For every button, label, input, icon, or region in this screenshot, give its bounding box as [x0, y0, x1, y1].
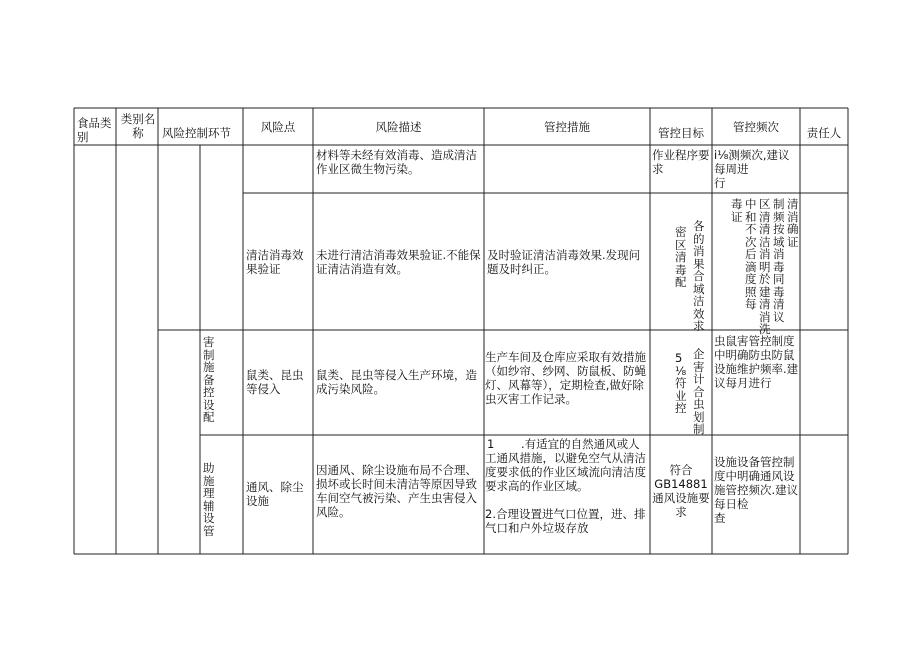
header-measures: 管控措施: [544, 120, 590, 134]
row3-measures-1-num: 1: [487, 437, 495, 451]
header-control-link: 风险控制环节: [162, 126, 231, 140]
row1-frequency-col1: 毒证: [731, 197, 743, 224]
header-target: 管控目标: [658, 126, 704, 140]
header-category-name: 类别名称: [120, 112, 156, 140]
header-food-category: 食品类别: [77, 116, 112, 144]
row2-target-col1: 5⅛符业控: [675, 351, 687, 415]
row3-frequency: 设施设备管控制度中明确通风设施管控频次.建议每日检 查: [714, 455, 799, 525]
row3-measures-1: .有适宜的自然通风或人工通风措施，以避免空气从清洁度要求低的作业区域流向清洁度要求高的作业区域。: [485, 437, 646, 493]
row3-risk-point: 通风、除尘设施: [246, 480, 304, 508]
row3-risk-desc: 因通风、除尘设施布局不合理、损坏或长时间未清洁等原因导致车间空气被污染、产生虫害侵入风险。: [316, 463, 477, 519]
row1-target-col2: 各的消果合域洁效求: [693, 219, 705, 333]
row1-risk-desc: 未进行清洁消毒效果验证.不能保证清洁消造有效。: [316, 248, 481, 276]
row1-risk-point: 清洁消毒效果验证: [246, 248, 304, 276]
row3-target: 符合GB14881通风设施要求: [652, 463, 710, 519]
row1-frequency-col2: 中和不次后滴度照每: [745, 197, 757, 311]
row2-frequency: 虫鼠害管控制度中明确防虫防鼠设施维护频率.建议每月进行: [714, 334, 799, 390]
row0-risk-desc: 材料等未经有效消毒、造成清洁作业区微生物污染。: [316, 148, 477, 176]
row1-measures: 及时验证清洁消毒效果.发现问题及时纠正。: [487, 248, 641, 276]
row0-frequency: i⅛测频次,建议每周进 行: [714, 148, 790, 190]
header-responsible: 责任人: [806, 126, 842, 140]
row2-measures: 生产车间及仓库应采取有效措施（如纱帘、纱网、防鼠板、防蝇灯、风幕等），定期检查,做好除虫灭害工作记录。: [485, 350, 646, 406]
row3-control-link: 助施理辅设管: [203, 461, 215, 538]
header-risk-desc: 风险描述: [375, 120, 422, 134]
row1-frequency-col3: 区清清洁消明於建清消洗: [759, 197, 771, 336]
header-frequency: 管控频次: [733, 120, 779, 134]
header-risk-point: 风险点: [260, 120, 296, 134]
row1-frequency-col5: 清消确证: [787, 197, 799, 249]
row2-target-col2: 企害计合虫划制: [693, 347, 705, 436]
row2-risk-desc: 鼠类、昆虫等侵入生产环境，造成污染风险。: [316, 368, 477, 396]
row2-risk-point: 鼠类、昆虫等侵入: [246, 368, 304, 396]
row3-measures-2: 2.合理设置进气口位置，进、排气口和户外垃圾存放: [485, 507, 646, 535]
row1-target-col1: 密区清毒配: [675, 225, 687, 289]
row1-frequency-col4: 制频按域消毒同毒清议: [773, 197, 785, 324]
row0-target: 作业程序要求: [652, 148, 710, 176]
row2-control-link: 害制施备 控设配: [203, 335, 215, 424]
